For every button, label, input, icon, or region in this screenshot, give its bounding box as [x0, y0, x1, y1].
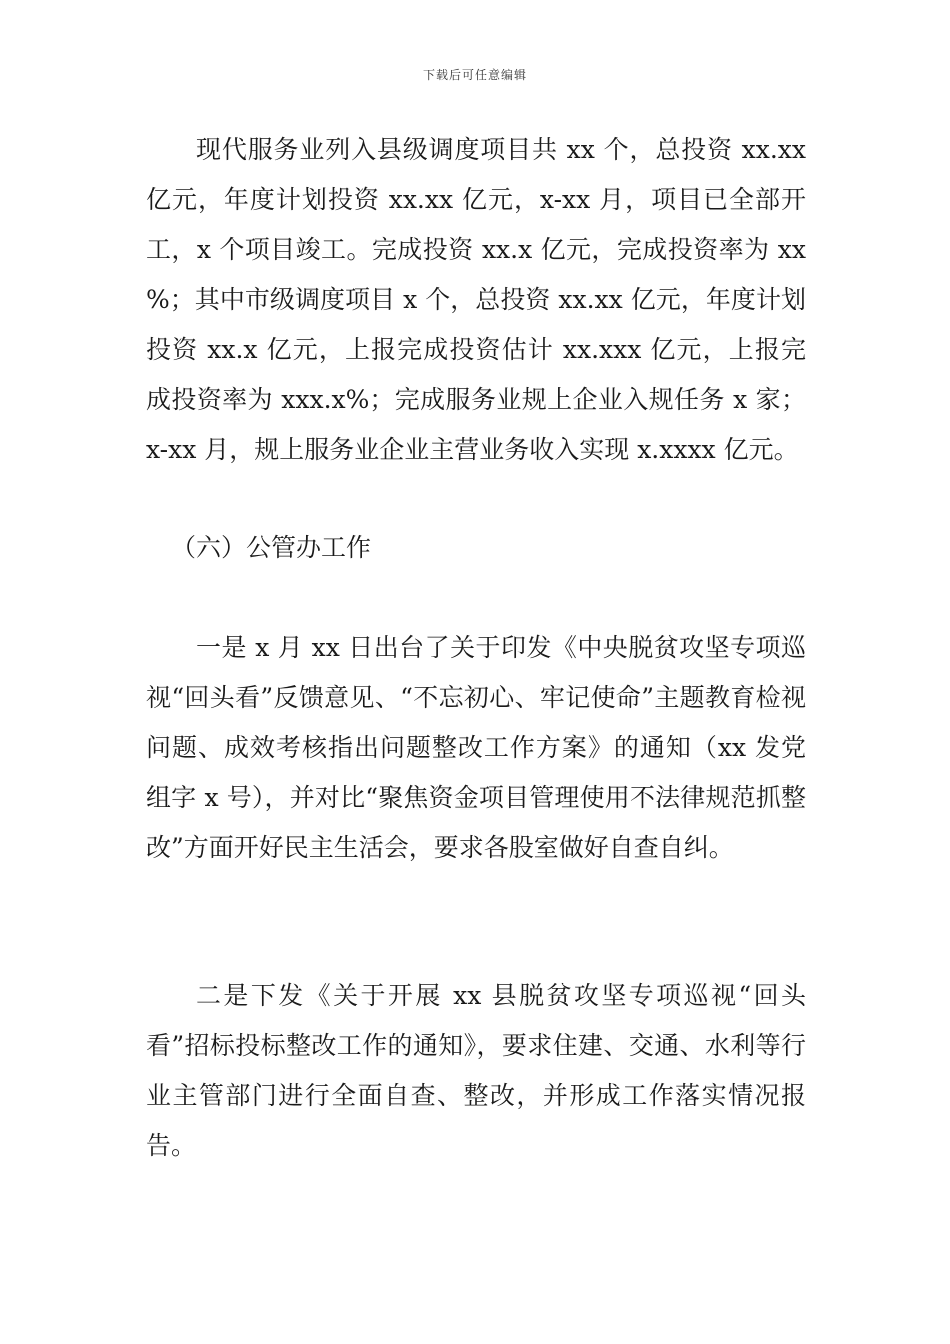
header-note: 下载后可任意编辑 — [422, 68, 527, 82]
section-heading: （六）公管办工作 — [171, 533, 372, 562]
paragraph-first-measure: 一是 x 月 xx 日出台了关于印发《中央脱贫攻坚专项巡视“回头看”反馈意见、“不忘初心、牢记使命”主题教育检视问题、成效考核指出问题整改工作方案》的通知（xx 发党组字 x 号），并对比“聚焦资金项目管理使用不法律规范抓整改”方面开好民主生活会，要求各股室做好自查自纠。 — [146, 633, 806, 862]
paragraph-service-industry: 现代服务业列入县级调度项目共 xx 个，总投资 xx.xx 亿元，年度计划投资 xx.xx 亿元，x-xx 月，项目已全部开工，x 个项目竣工。完成投资 xx.x 亿元，完成投资率为 xx %；其中市级调度项目 x 个，总投资 xx.xx 亿元，年度计划投资 xx.x 亿元，上报完成投资估计 xx.xxx 亿元，上报完成投资率为 xxx.x%；完成服务业规上企业入规任务 x 家；x-xx 月，规上服务业企业主营业务收入实现 x.xxxx 亿元。 — [146, 135, 806, 464]
paragraph-second-measure: 二是下发《关于开展 xx 县脱贫攻坚专项巡视“回头看”招标投标整改工作的通知》，要求住建、交通、水利等行业主管部门进行全面自查、整改，并形成工作落实情况报告。 — [146, 981, 806, 1160]
